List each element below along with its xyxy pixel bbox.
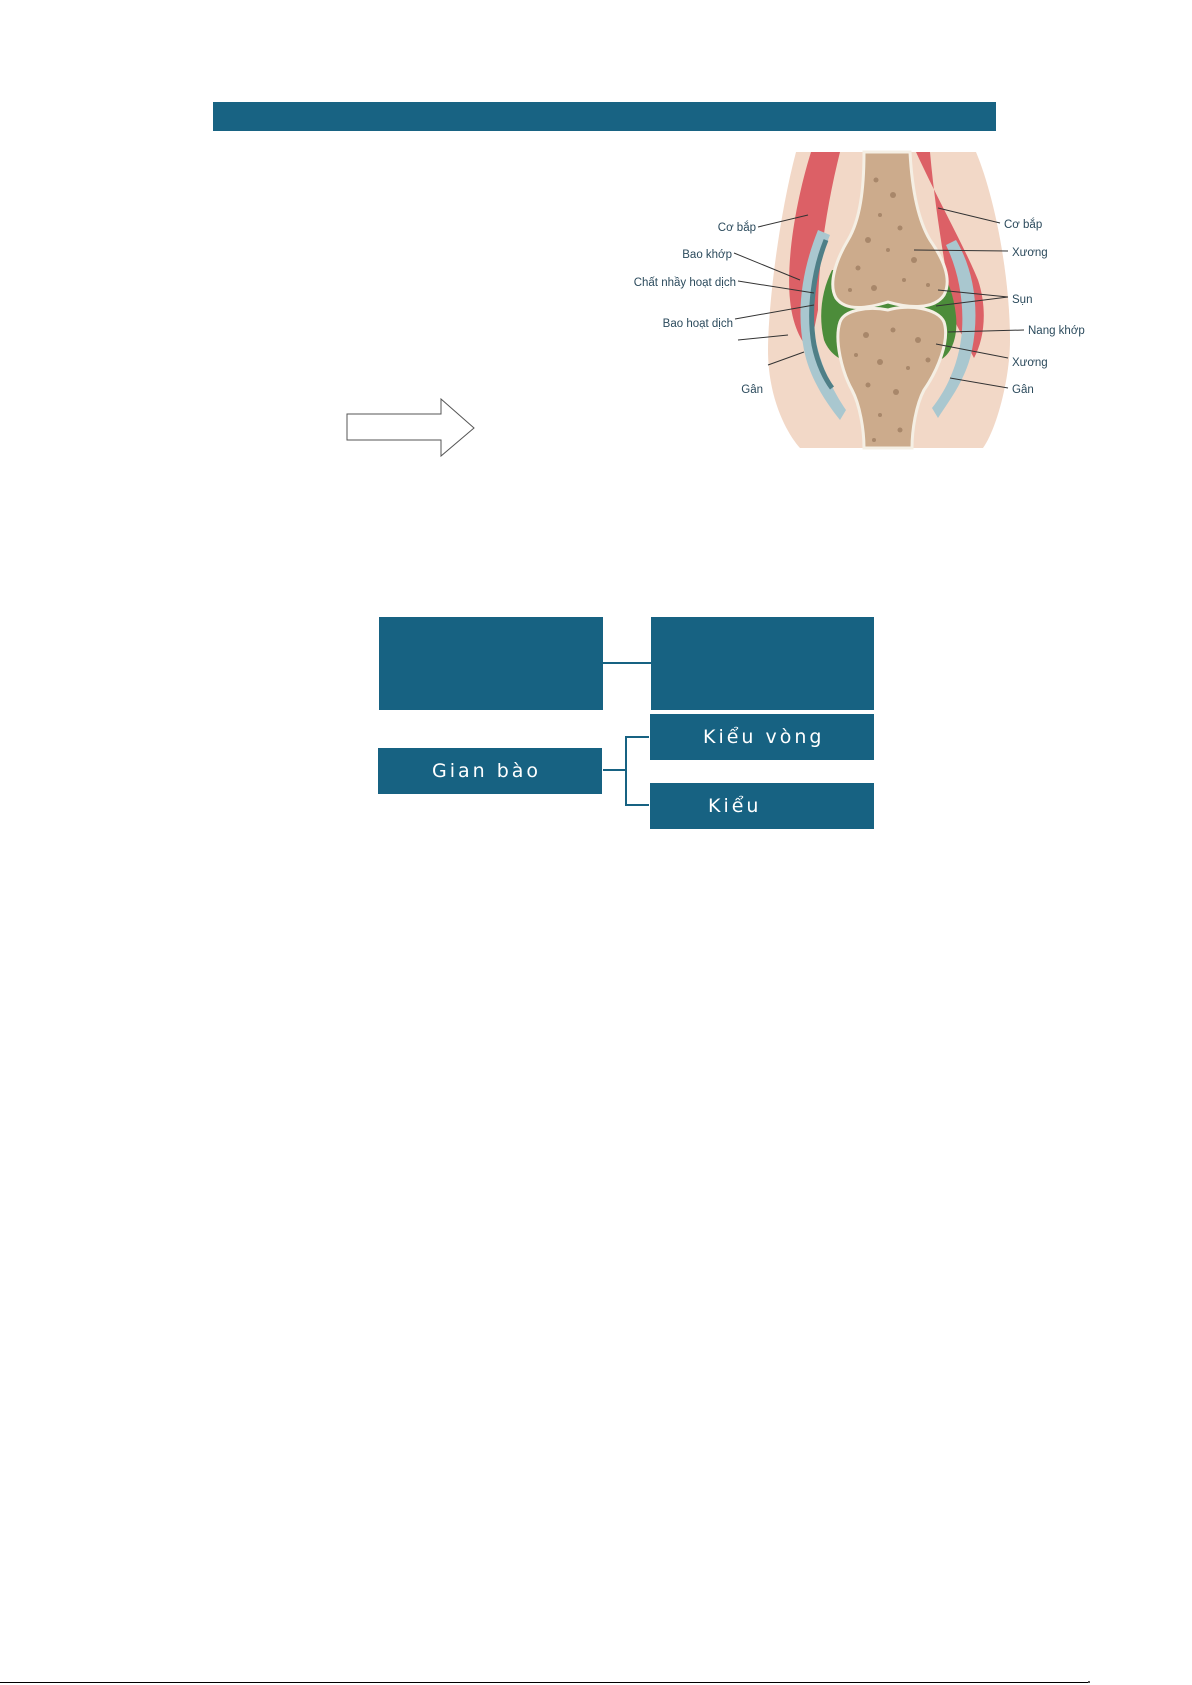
- page-corner-mark: [1088, 1681, 1090, 1683]
- flow-box-top-left: [379, 617, 603, 710]
- flow-box-kieu-vong: [650, 714, 874, 760]
- arrow-right-icon: [346, 398, 478, 458]
- header-banner: [213, 102, 996, 131]
- page-bottom-rule: [0, 1682, 1088, 1683]
- label-co-bap-left: Cơ bắp: [717, 222, 756, 234]
- kieu-vong-label: Kiểu vòng: [703, 726, 825, 748]
- label-bao-khop: Bao khớp: [682, 249, 732, 261]
- label-xuong-bottom: Xương: [1012, 357, 1048, 369]
- flow-box-gian-bao: [378, 748, 602, 794]
- kieu-label: Kiểu: [708, 795, 762, 817]
- flow-box-kieu: [650, 783, 874, 829]
- label-bao-hoat-dich: Bao hoạt dịch: [662, 318, 733, 330]
- gian-bao-label: Gian bào: [432, 760, 542, 782]
- label-chat-nhay: Chất nhầy hoạt dịch: [633, 277, 736, 289]
- label-sun: Sụn: [1012, 294, 1033, 306]
- flow-box-top-right: [651, 617, 874, 710]
- label-co-bap-right: Cơ bắp: [1004, 219, 1043, 231]
- label-gan-left: Gân: [741, 384, 763, 396]
- joint-anatomy-figure: [618, 140, 1108, 460]
- label-gan-right: Gân: [1012, 384, 1034, 396]
- label-xuong-top: Xương: [1012, 247, 1048, 259]
- label-nang-khop: Nang khớp: [1028, 325, 1085, 337]
